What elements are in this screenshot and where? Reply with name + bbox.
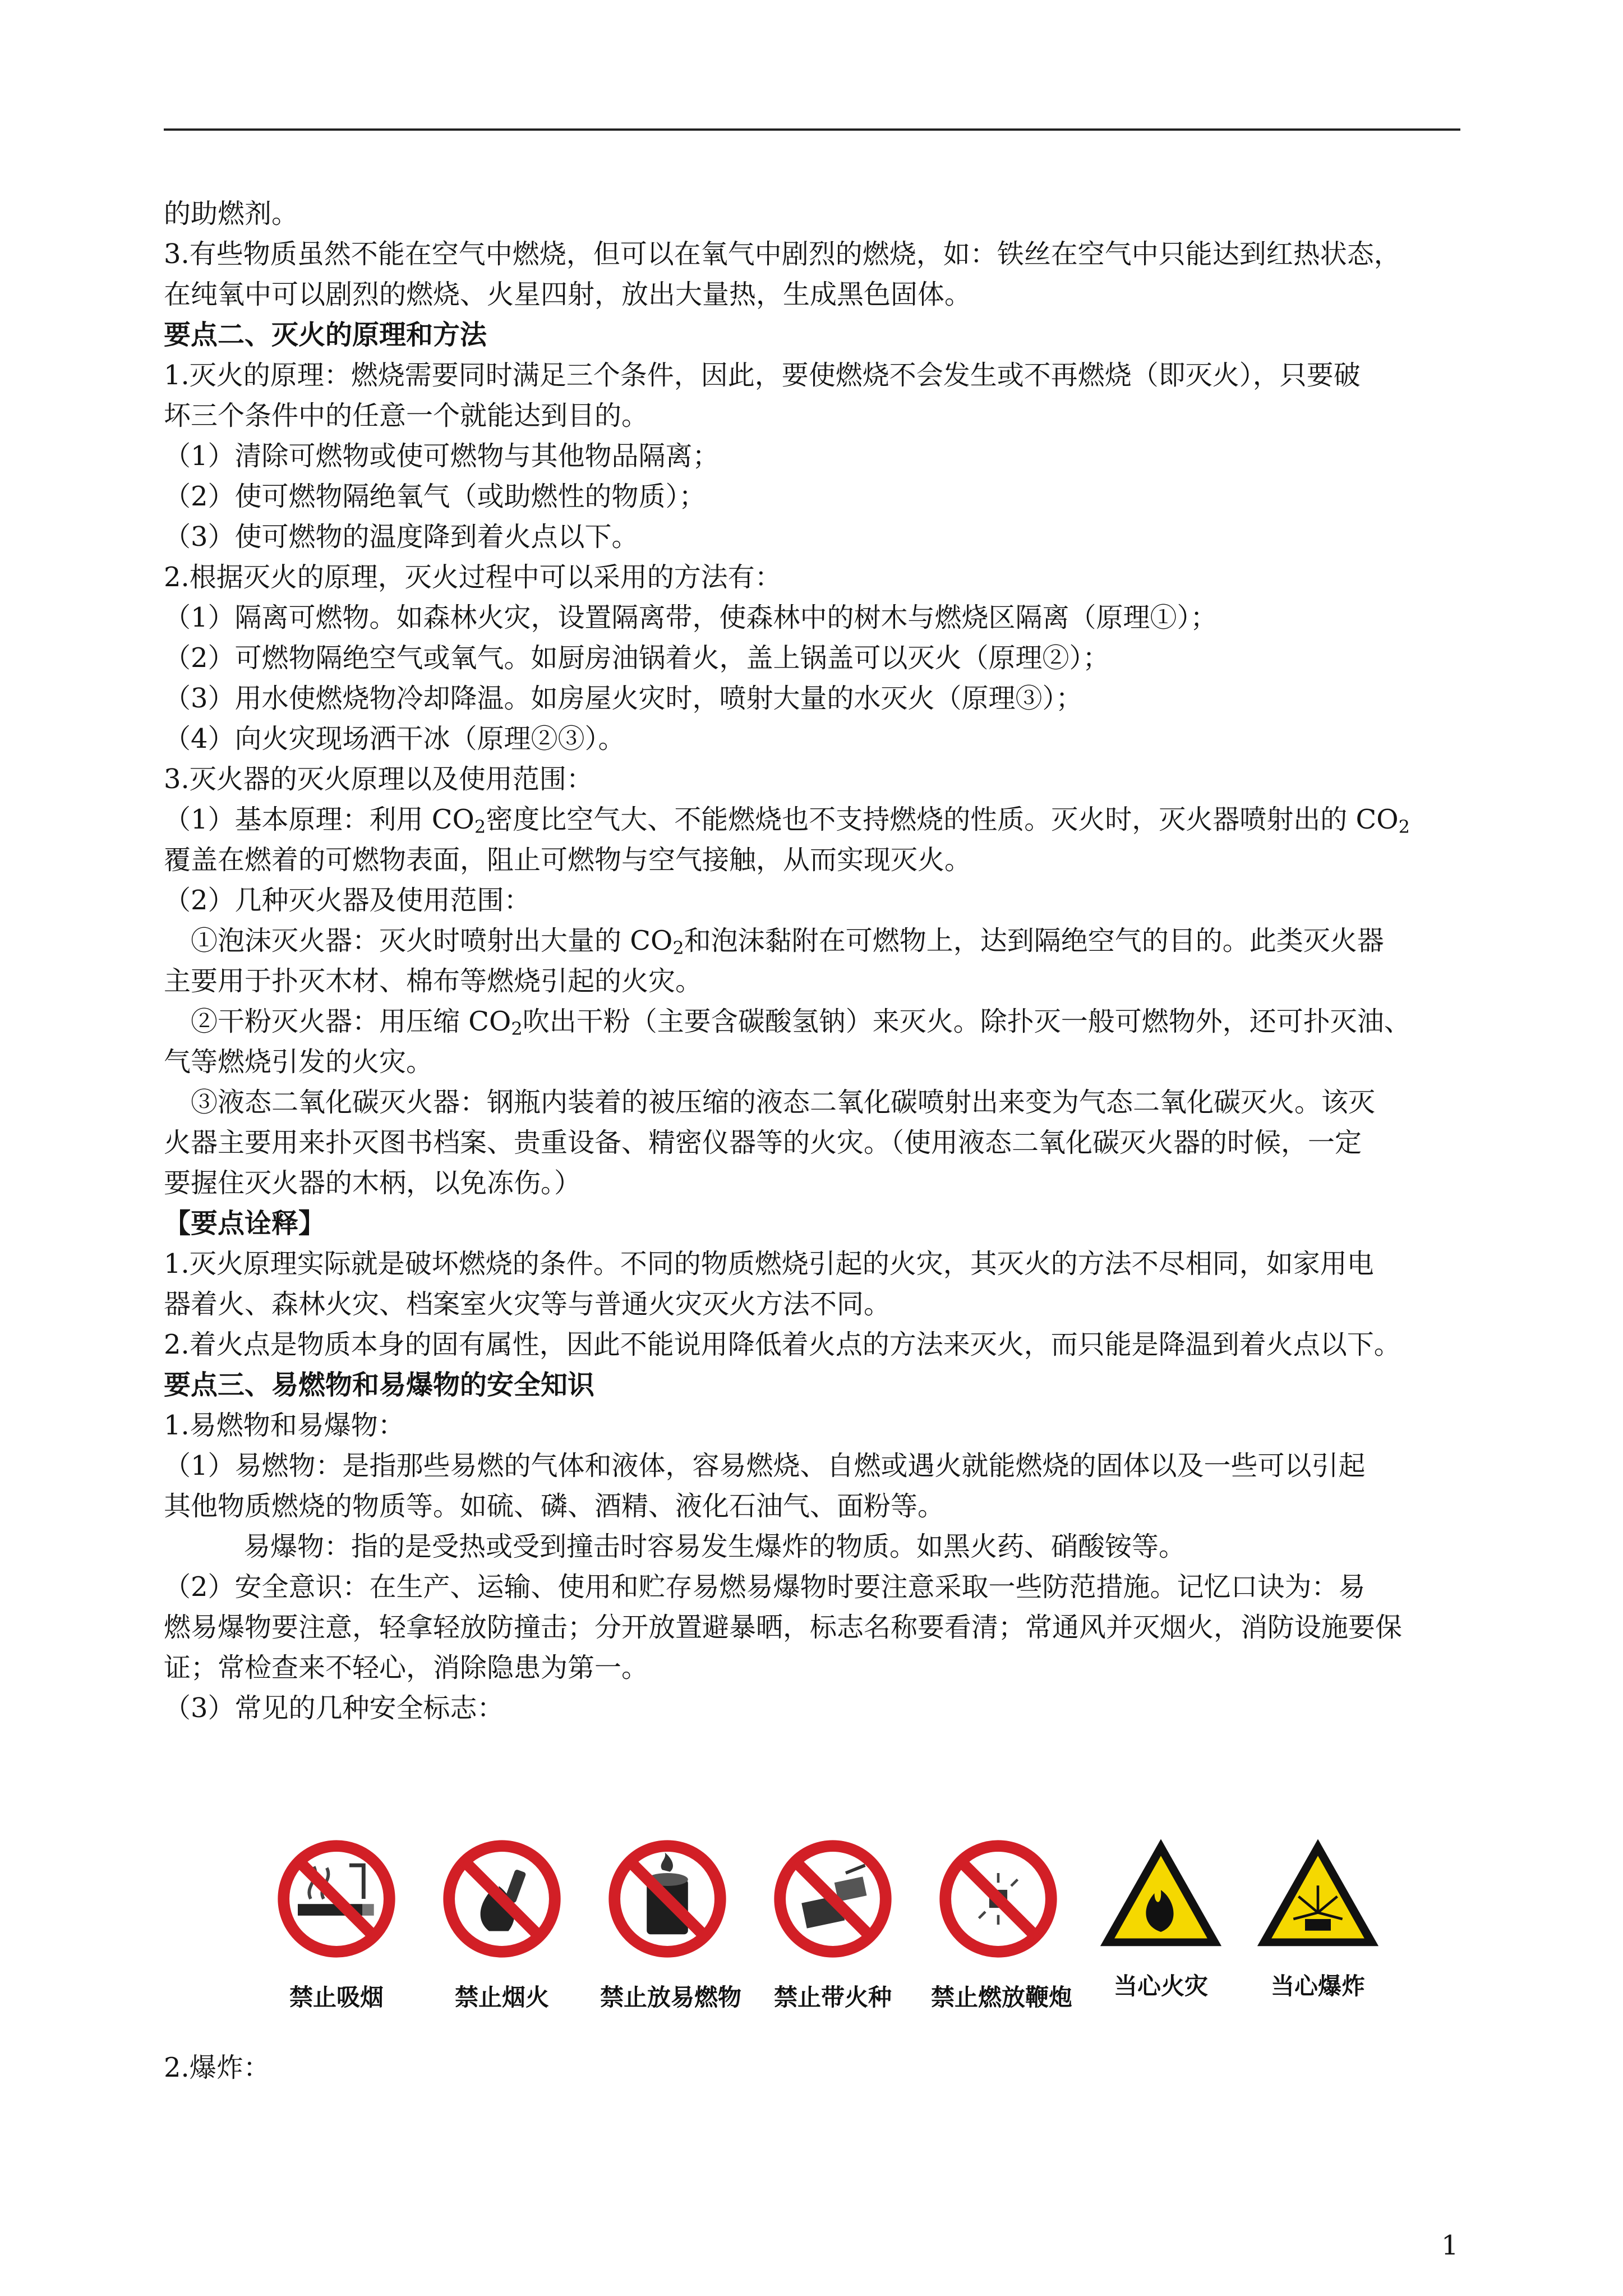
text-segment: （1）基本原理：利用 CO <box>164 804 474 835</box>
list-item: （3）常见的几种安全标志： <box>164 1692 504 1724</box>
document-body <box>164 194 1476 1728</box>
no-flammables-sign-icon <box>603 1834 732 1963</box>
text-line: 在纯氧中可以剧烈的燃烧、火星四射，放出大量热，生成黑色固体。 <box>164 279 972 310</box>
list-item: （1）隔离可燃物。如森林火灾，设置隔离带，使森林中的树木与燃烧区隔离（原理①）； <box>164 602 1218 633</box>
text-line: 主要用于扑灭木材、棉布等燃烧引起的火灾。 <box>164 965 703 997</box>
text-line <box>164 1001 1476 1042</box>
text-segment: 密度比空气大、不能燃烧也不支持燃烧的性质。灭火时，灭火器喷射出的 CO <box>486 804 1399 835</box>
text-line: 要握住灭火器的木柄，以免冻伤。） <box>164 1167 582 1199</box>
list-item: （2）安全意识：在生产、运输、使用和贮存易燃易爆物时要注意采取一些防范措施。记忆口诀为：易 <box>164 1571 1366 1603</box>
sign-label: 当心爆炸 <box>1270 1972 1365 2000</box>
text-line: 器着火、森林火灾、档案室火灾等与普通火灾灭火方法不同。 <box>164 1289 891 1320</box>
safety-sign <box>1251 1834 1385 2001</box>
section-heading: 要点二、灭火的原理和方法 <box>164 319 487 351</box>
safety-sign <box>931 1834 1073 2013</box>
text-line: 2.爆炸： <box>164 2052 270 2083</box>
text-segment: ②干粉灭火器：用压缩 CO <box>191 1006 511 1037</box>
subscript: 2 <box>672 937 684 959</box>
page-number: 1 <box>1441 2230 1459 2261</box>
text-line: 3.灭火器的灭火原理以及使用范围： <box>164 763 593 795</box>
safety-sign <box>269 1834 404 2013</box>
text-line: 覆盖在燃着的可燃物表面，阻止可燃物与空气接触，从而实现灭火。 <box>164 844 972 876</box>
subscript: 2 <box>474 816 486 838</box>
list-item: （1）清除可燃物或使可燃物与其他物品隔离； <box>164 440 720 472</box>
text-line: 证；常检查来不轻心，消除隐患为第一。 <box>164 1652 649 1683</box>
text-line: 1.易燃物和易爆物： <box>164 1410 405 1441</box>
subscript: 2 <box>511 1018 523 1039</box>
list-item: （3）用水使燃烧物冷却降温。如房屋火灾时，喷射大量的水灭火（原理③）； <box>164 683 1083 714</box>
subscript: 2 <box>1398 816 1410 838</box>
safety-sign <box>1094 1834 1228 2001</box>
list-item: （3）使可燃物的温度降到着火点以下。 <box>164 521 639 553</box>
section-heading: 要点三、易燃物和易爆物的安全知识 <box>164 1369 595 1401</box>
text-line: 坏三个条件中的任意一个就能达到目的。 <box>164 400 649 431</box>
text-line: 火器主要用来扑灭图书档案、贵重设备、精密仪器等的火灾。（使用液态二氧化碳灭火器的时候，一定 <box>164 1127 1362 1158</box>
section-heading: 【要点诠释】 <box>164 1208 326 1239</box>
text-segment: ①泡沫灭火器：灭火时喷射出大量的 CO <box>191 925 673 956</box>
sign-label: 禁止吸烟 <box>289 1984 384 2011</box>
text-line: 其他物质燃烧的物质等。如硫、磷、酒精、液化石油气、面粉等。 <box>164 1490 945 1522</box>
list-item: （4）向火灾现场洒干冰（原理②③）。 <box>164 723 625 754</box>
text-line: ③液态二氧化碳灭火器：钢瓶内装着的被压缩的液态二氧化碳喷射出来变为气态二氧化碳灭火。该灭 <box>191 1087 1376 1118</box>
text-line: 易爆物：指的是受热或受到撞击时容易发生爆炸的物质。如黑火药、硝酸铵等。 <box>243 1531 1186 1562</box>
list-item: （2）使可燃物隔绝氧气（或助燃性的物质）； <box>164 481 706 512</box>
text-line: 3.有些物质虽然不能在空气中燃烧，但可以在氧气中剧烈的燃烧，如：铁丝在空气中只能达到红热状态， <box>164 238 1401 270</box>
text-line <box>164 921 1476 961</box>
sign-label: 禁止烟火 <box>454 1984 549 2011</box>
no-open-flame-sign-icon <box>437 1834 566 1963</box>
no-firecrackers-sign-icon <box>934 1834 1063 1963</box>
fire-warning-sign-icon <box>1096 1834 1225 1952</box>
no-smoking-sign-icon <box>272 1834 401 1963</box>
sign-label: 禁止燃放鞭炮 <box>931 1984 1073 2011</box>
text-line: 燃易爆物要注意，轻拿轻放防撞击；分开放置避暴晒，标志名称要看清；常通风并灭烟火，消防设施要保 <box>164 1612 1403 1643</box>
text-line: 1.灭火的原理：燃烧需要同时满足三个条件，因此，要使燃烧不会发生或不再燃烧（即灭火），只要破 <box>164 360 1361 391</box>
list-item: （2）几种灭火器及使用范围： <box>164 885 531 916</box>
explosion-warning-sign-icon <box>1253 1834 1382 1952</box>
no-fire-source-sign-icon <box>768 1834 897 1963</box>
text-line: 的助燃剂。 <box>164 198 299 229</box>
safety-sign <box>600 1834 742 2013</box>
sign-label: 当心火灾 <box>1113 1972 1208 2000</box>
text-line: 2.根据灭火的原理，灭火过程中可以采用的方法有： <box>164 562 782 593</box>
text-segment: 吹出干粉（主要含碳酸氢钠）来灭火。除扑灭一般可燃物外，还可扑灭油、 <box>522 1006 1411 1037</box>
text-line: 2.着火点是物质本身的固有属性，因此不能说用降低着火点的方法来灭火，而只能是降温到着火点以下。 <box>164 1329 1401 1360</box>
safety-signs-figure <box>269 1834 1396 2025</box>
text-line <box>164 799 1476 840</box>
header-rule <box>164 128 1460 131</box>
text-segment: 和泡沫黏附在可燃物上，达到隔绝空气的目的。此类灭火器 <box>684 925 1384 956</box>
text-line: 气等燃烧引发的火灾。 <box>164 1046 434 1078</box>
safety-sign <box>435 1834 569 2013</box>
list-item: （2）可燃物隔绝空气或氧气。如厨房油锅着火，盖上锅盖可以灭火（原理②）； <box>164 642 1110 674</box>
sign-label: 禁止带火种 <box>773 1984 892 2011</box>
safety-sign <box>766 1834 900 2013</box>
sign-label: 禁止放易燃物 <box>600 1984 742 2011</box>
list-item: （1）易燃物：是指那些易燃的气体和液体，容易燃烧、自燃或遇火就能燃烧的固体以及一些可以引起 <box>164 1450 1366 1481</box>
text-line: 1.灭火原理实际就是破坏燃烧的条件。不同的物质燃烧引起的火灾，其灭火的方法不尽相同，如家用电 <box>164 1248 1374 1280</box>
